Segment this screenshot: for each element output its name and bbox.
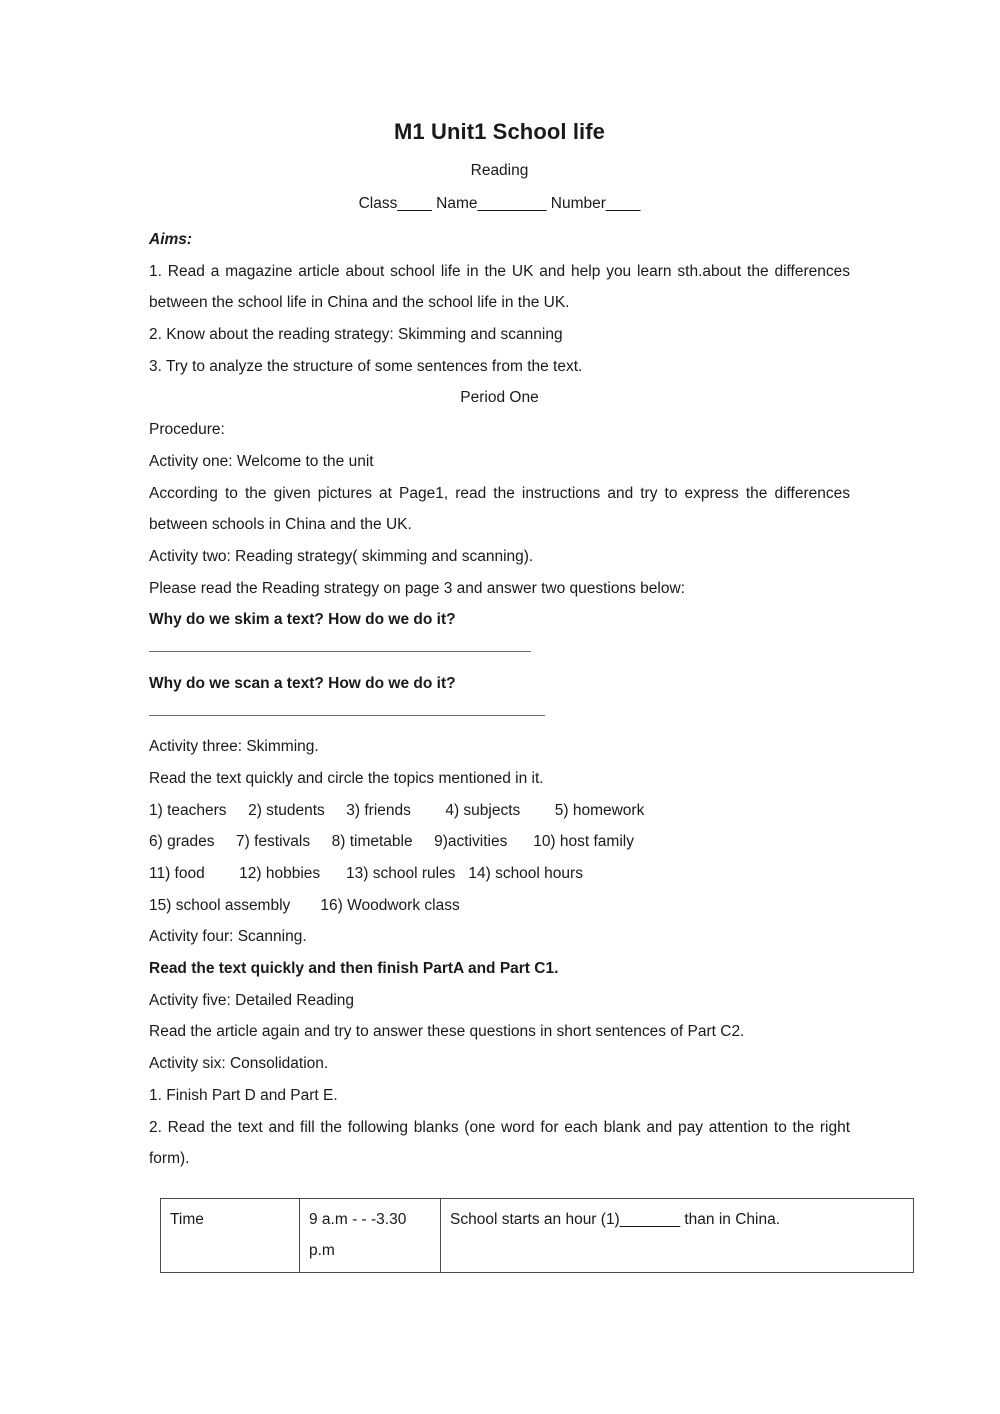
page-title: M1 Unit1 School life — [393, 119, 606, 144]
activity-four-body: Read the text quickly and then finish PartA and Part C1. — [149, 960, 559, 978]
page-subtitle: Reading — [470, 161, 529, 179]
topic-row: 11) food 12) hobbies 13) school rules 14) school hours — [149, 864, 583, 882]
activity-five-body: Read the article again and try to answer these questions in short sentences of Part C2. — [149, 1023, 745, 1041]
consolidation-item-2: 2. Read the text and fill the following blanks (one word for each blank and pay attention to the right form). — [149, 1118, 850, 1168]
answer-rule — [149, 715, 545, 716]
spacer — [149, 214, 850, 224]
aims-heading: Aims: — [149, 230, 193, 248]
activity-one-heading: Activity one: Welcome to the unit — [149, 452, 374, 470]
table-cell-value — [300, 1199, 441, 1273]
aim-item-2: 2. Know about the reading strategy: Skimming and scanning — [149, 325, 563, 343]
activity-two-body: Please read the Reading strategy on page 3 and answer two questions below: — [149, 579, 685, 597]
procedure-label: Procedure: — [149, 421, 225, 439]
activity-three-heading: Activity three: Skimming. — [149, 738, 319, 756]
table-cell-value-line2: p.m — [309, 1242, 335, 1259]
student-info-line: Class____ Name________ Number____ — [358, 194, 641, 212]
table-cell-sentence[interactable]: School starts an hour (1)_______ than in China. — [441, 1199, 914, 1273]
aim-item-1: 1. Read a magazine article about school life in the UK and help you learn sth.about the differences between the school life in China and the school life in the UK. — [149, 262, 850, 312]
period-heading: Period One — [460, 389, 539, 407]
table-cell-label: Time — [161, 1199, 300, 1273]
question-skim: Why do we skim a text? How do we do it? — [149, 611, 456, 629]
activity-four-heading: Activity four: Scanning. — [149, 928, 307, 946]
activity-five-heading: Activity five: Detailed Reading — [149, 991, 355, 1009]
topic-row: 1) teachers 2) students 3) friends 4) subjects 5) homework — [149, 801, 645, 819]
topic-row: 15) school assembly 16) Woodwork class — [149, 896, 460, 914]
topic-row: 6) grades 7) festivals 8) timetable 9)activities 10) host family — [149, 833, 634, 851]
answer-line-skim[interactable] — [149, 636, 850, 668]
table-row — [161, 1199, 914, 1273]
question-scan: Why do we scan a text? How do we do it? — [149, 674, 456, 692]
activity-one-body: According to the given pictures at Page1, read the instructions and try to express the differences between schools in China and the UK. — [149, 484, 850, 534]
document-body — [149, 0, 850, 1175]
activity-six-heading: Activity six: Consolidation. — [149, 1055, 329, 1073]
answer-line-scan[interactable] — [149, 699, 850, 731]
answer-rule — [149, 651, 531, 652]
activity-three-body: Read the text quickly and circle the topics mentioned in it. — [149, 769, 544, 787]
activity-two-heading: Activity two: Reading strategy( skimming and scanning). — [149, 547, 534, 565]
aim-item-3: 3. Try to analyze the structure of some sentences from the text. — [149, 357, 583, 375]
consolidation-item-1: 1. Finish Part D and Part E. — [149, 1086, 338, 1104]
table-cell-value-line1: 9 a.m - - -3.30 — [309, 1211, 407, 1228]
blank-filling-table — [160, 1198, 914, 1273]
